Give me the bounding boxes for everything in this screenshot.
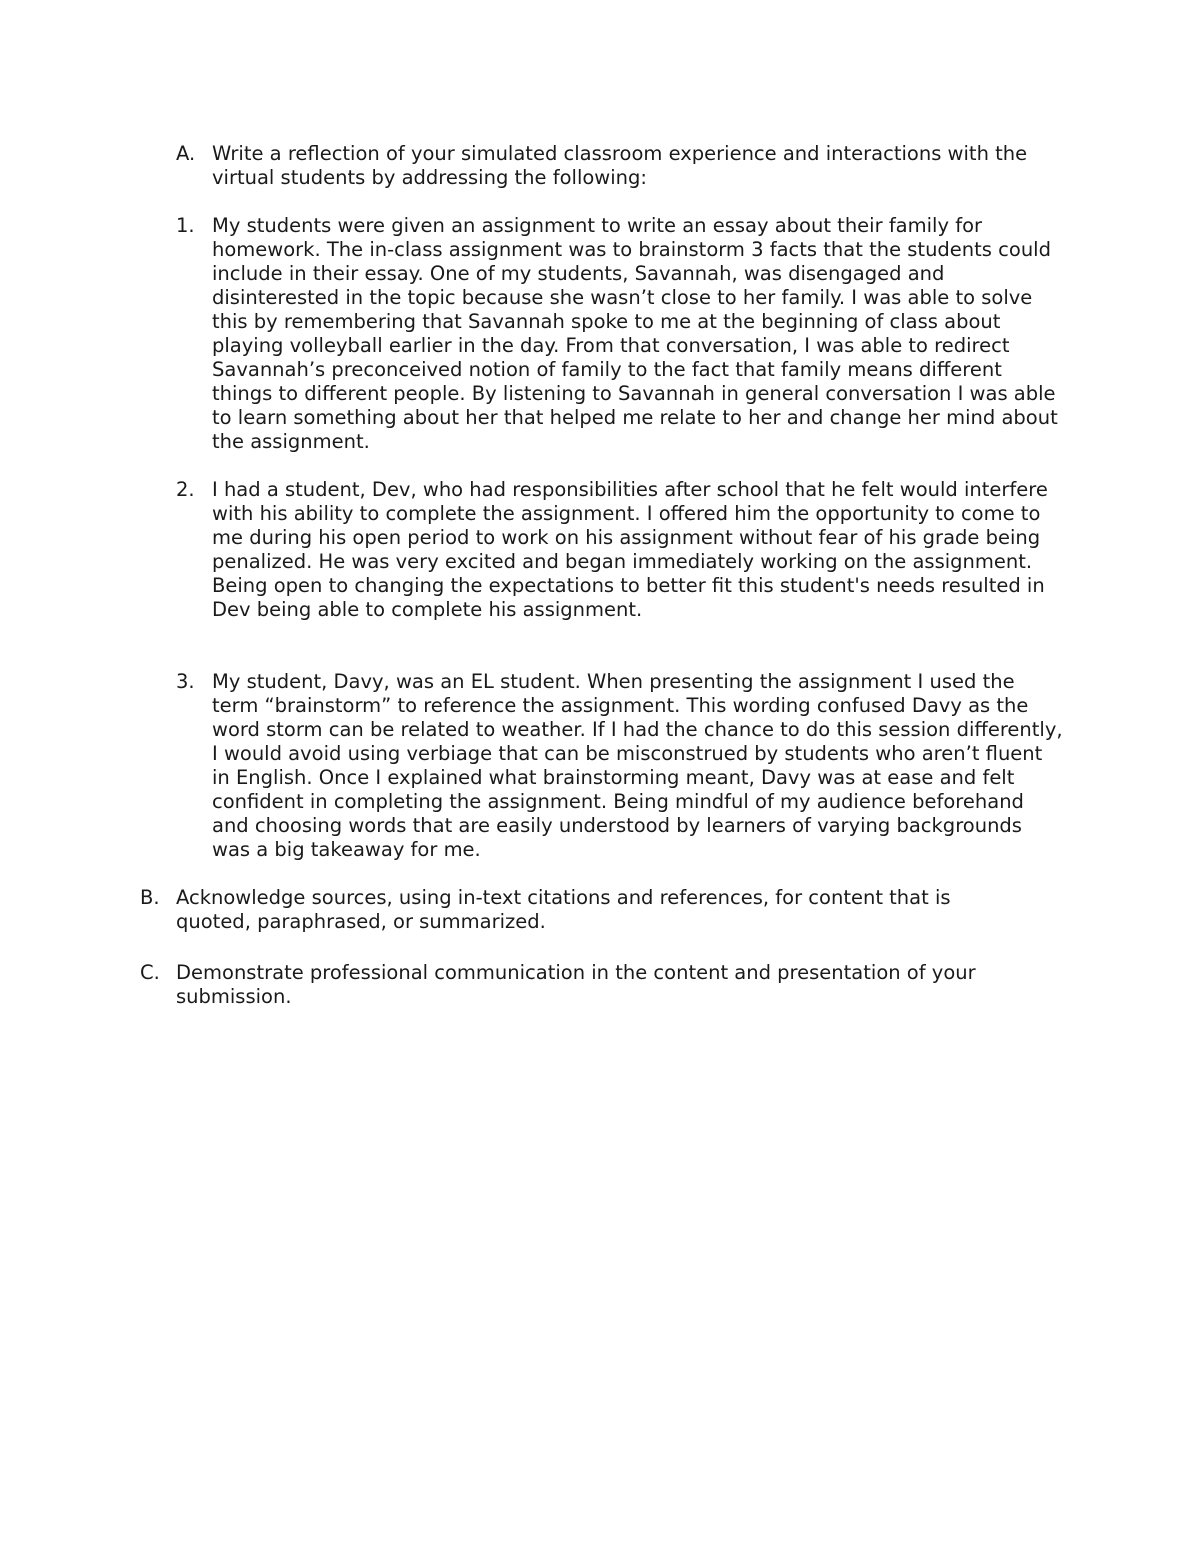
list-item xyxy=(176,670,1066,862)
section-b xyxy=(140,886,1020,934)
list-item-marker: 2. xyxy=(176,478,195,501)
list-item xyxy=(176,478,1066,622)
section-b-marker: B. xyxy=(140,886,160,909)
section-c-marker: C. xyxy=(140,961,160,984)
section-c-text: Demonstrate professional communication in the content and presentation of your submission. xyxy=(176,961,976,1008)
section-c xyxy=(140,961,1040,1009)
list-item-marker: 1. xyxy=(176,214,195,237)
list-item-text: I had a student, Dev, who had responsibilities after school that he felt would interfere with his ability to complete the assignment. I offered him the opportunity to come to me during his open period to work on his assignment without fear of his grade being penalized. He was very excited and began immediately working on the assignment. Being open to changing the expectations to better fit this student's needs resulted in Dev being able to complete his assignment. xyxy=(212,478,1048,621)
section-b-text: Acknowledge sources, using in-text citations and references, for content that is quoted, paraphrased, or summarized. xyxy=(176,886,951,933)
section-a-marker: A. xyxy=(176,142,196,165)
list-item-text: My students were given an assignment to write an essay about their family for homework. The in-class assignment was to brainstorm 3 facts that the students could include in their essay. One of my students, Savannah, was disengaged and disinterested in the topic because she wasn’t close to her family. I was able to solve this by remembering that Savannah spoke to me at the beginning of class about playing volleyball earlier in the day. From that conversation, I was able to redirect Savannah’s preconceived notion of family to the fact that family means different things to different people. By listening to Savannah in general conversation I was able to learn something about her that helped me relate to her and change her mind about the assignment. xyxy=(212,214,1058,453)
list-item xyxy=(176,214,1066,454)
section-a-text: Write a reflection of your simulated classroom experience and interactions with the virtual students by addressing the following: xyxy=(212,142,1028,189)
section-a xyxy=(176,142,1056,190)
list-item-marker: 3. xyxy=(176,670,195,693)
list-item-text: My student, Davy, was an EL student. When presenting the assignment I used the term “brainstorm” to reference the assignment. This wording confused Davy as the word storm can be related to weather. If I had the chance to do this session differently, I would avoid using verbiage that can be misconstrued by students who aren’t fluent in English. Once I explained what brainstorming meant, Davy was at ease and felt confident in completing the assignment. Being mindful of my audience beforehand and choosing words that are easily understood by learners of varying backgrounds was a big takeaway for me. xyxy=(212,670,1063,861)
